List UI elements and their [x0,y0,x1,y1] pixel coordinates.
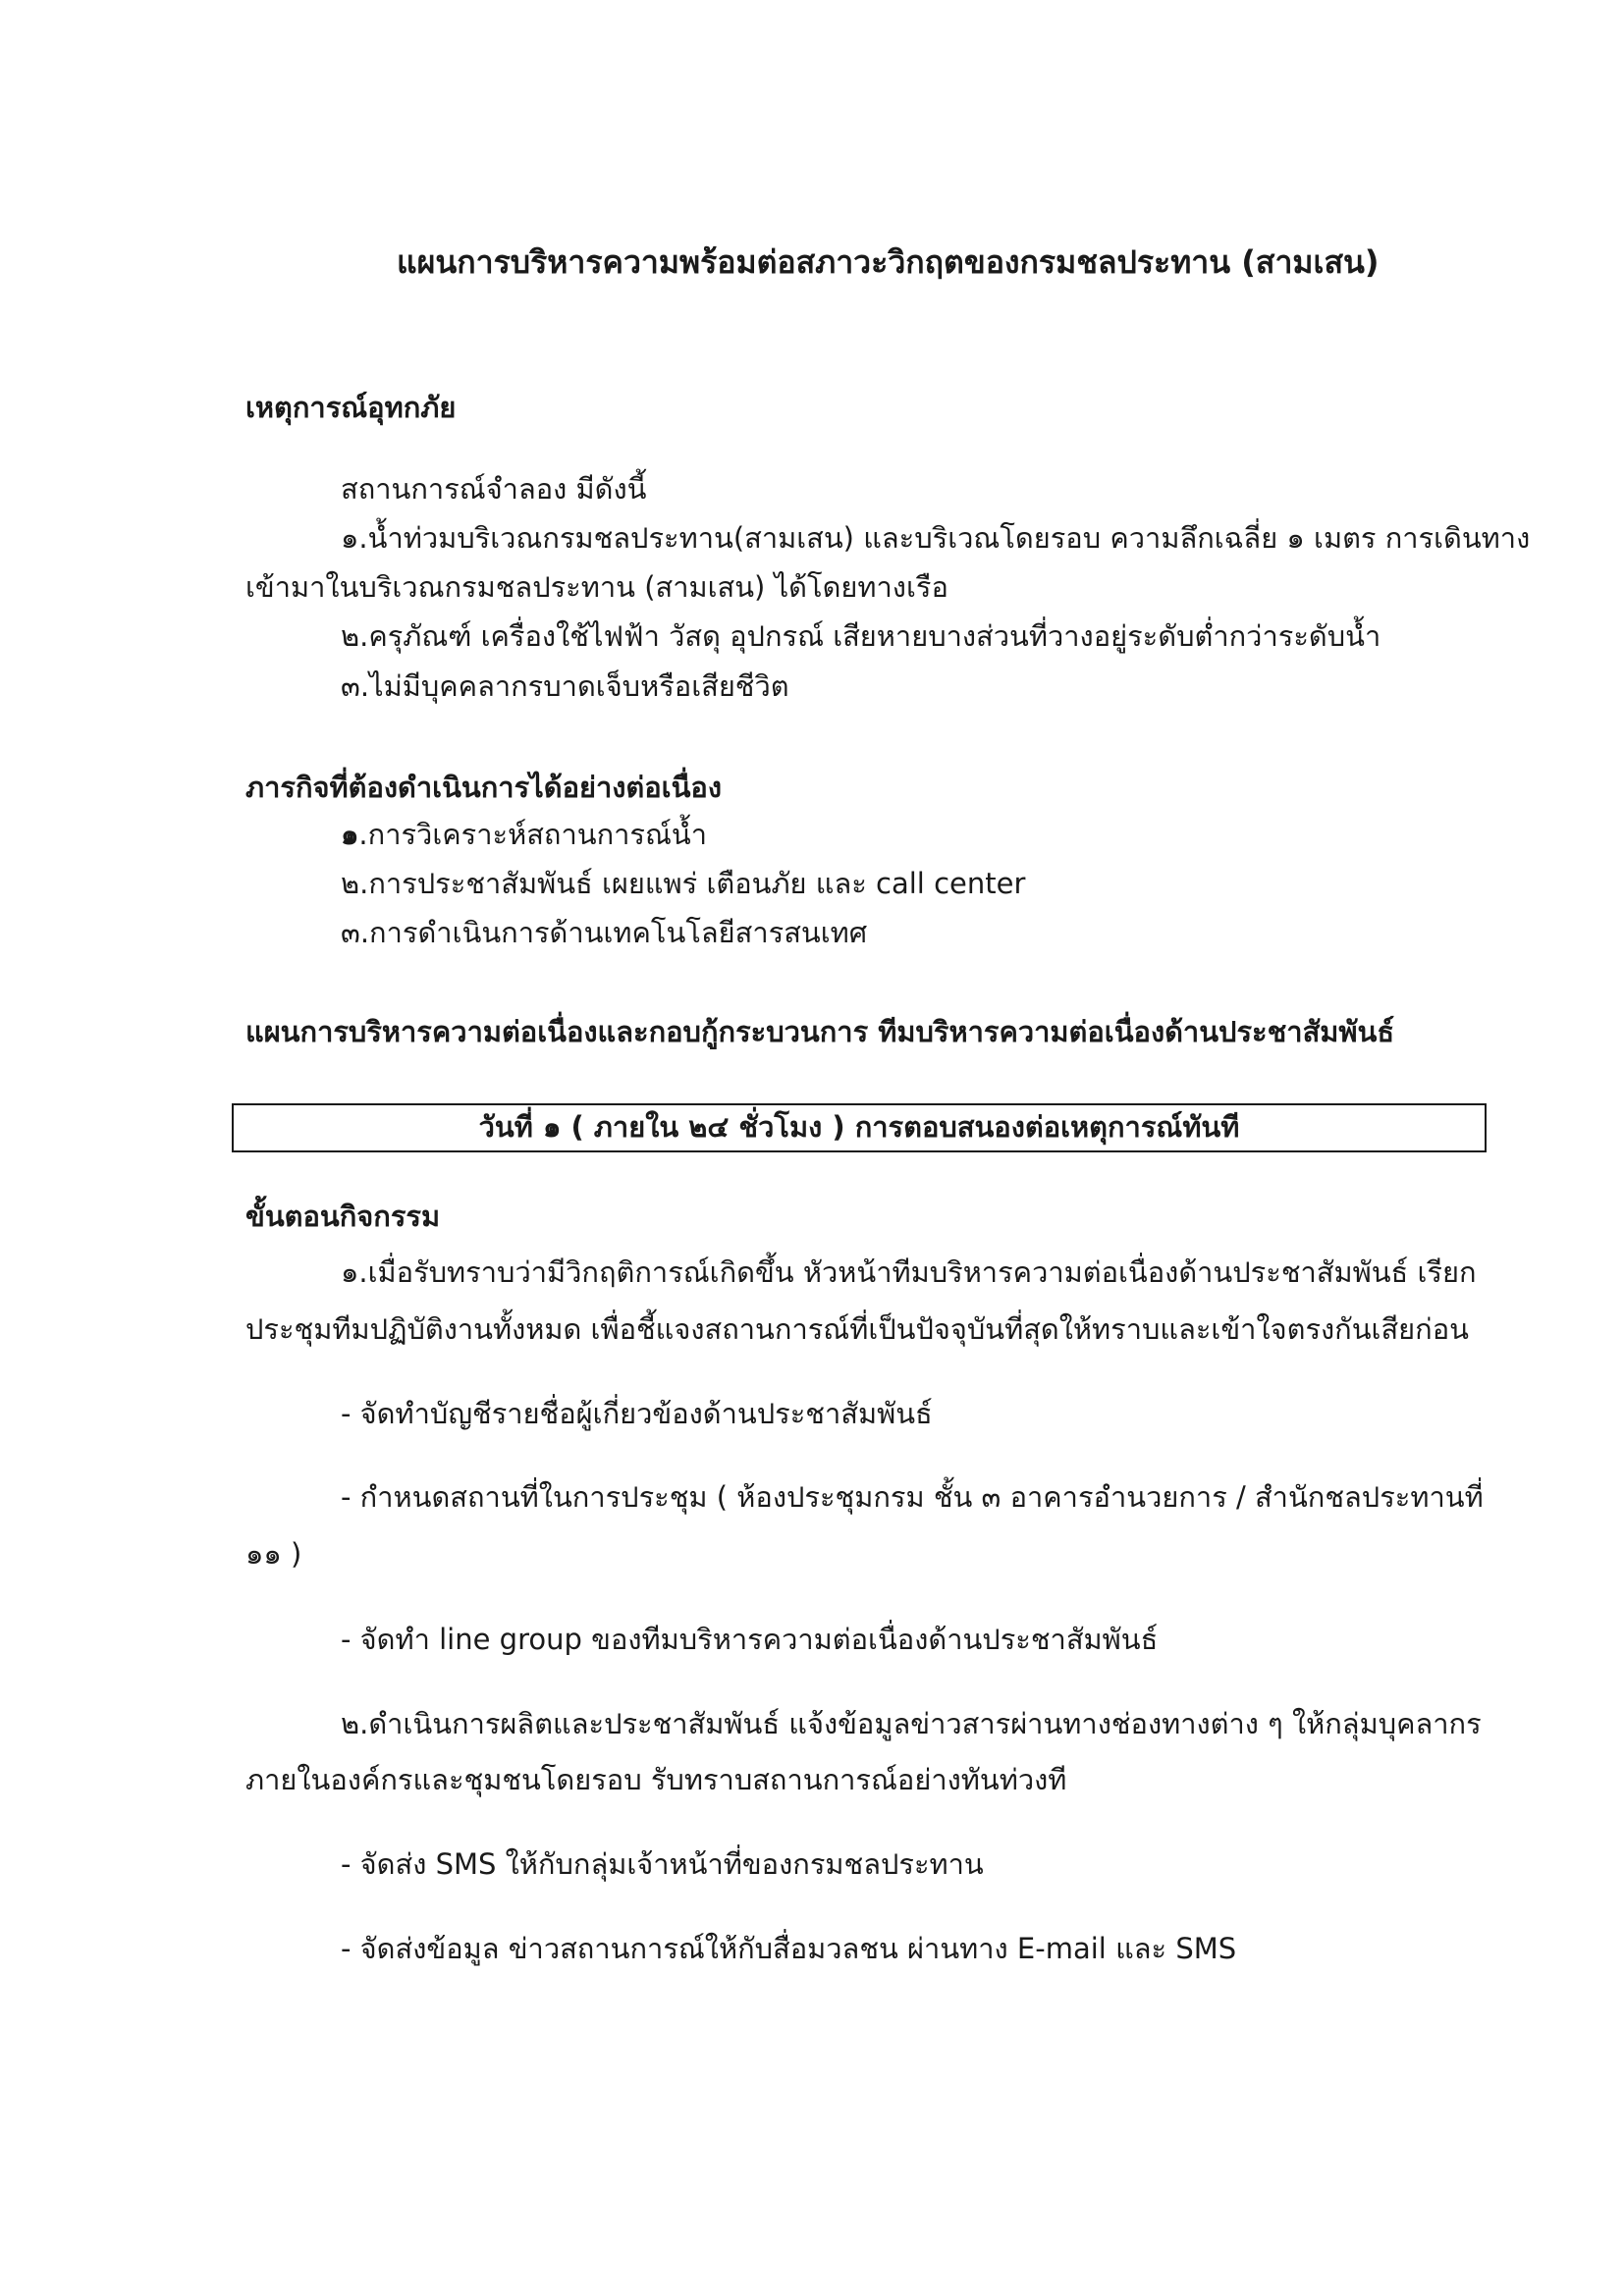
flood-intro: สถานการณ์จำลอง มีดังนี้ [341,472,647,506]
step-2-line-1: ๒.ดำเนินการผลิตและประชาสัมพันธ์ แจ้งข้อมูลข่าวสารผ่านทางช่องทางต่าง ๆ ให้กลุ่มบุคลากร [341,1707,1482,1740]
bullet-meeting-place-line-2: ๑๑ ) [245,1537,302,1571]
missions-item-2: ๒.การประชาสัมพันธ์ เผยแพร่ เตือนภัย และ call center [341,867,1026,900]
steps-heading: ขั้นตอนกิจกรรม [245,1200,441,1233]
missions-item-1-text: .การวิเคราะห์สถานการณ์น้ำ [358,818,708,851]
bullet-contact-list: - จัดทำบัญชีรายชื่อผู้เกี่ยวข้องด้านประชาสัมพันธ์ [341,1397,933,1430]
step-1-line-1: ๑.เมื่อรับทราบว่ามีวิกฤติการณ์เกิดขึ้น หัวหน้าทีมบริหารความต่อเนื่องด้านประชาสัมพันธ์ เรียก [341,1255,1477,1289]
flood-item-2: ๒.ครุภัณฑ์ เครื่องใช้ไฟฟ้า วัสดุ อุปกรณ์ เสียหายบางส่วนที่วางอยู่ระดับต่ำกว่าระดับน้ำ [341,619,1381,653]
flood-item-1-line-1: ๑.น้ำท่วมบริเวณกรมชลประทาน(สามเสน) และบริเวณโดยรอบ ความลึกเฉลี่ย ๑ เมตร การเดินทาง [341,521,1531,555]
day-one-box: วันที่ ๑ ( ภายใน ๒๔ ชั่วโมง ) การตอบสนองต่อเหตุการณ์ทันที [232,1103,1487,1152]
bullet-line-group: - จัดทำ line group ของทีมบริหารความต่อเนื่องด้านประชาสัมพันธ์ [341,1623,1159,1656]
bullet-sms-staff: - จัดส่ง SMS ให้กับกลุ่มเจ้าหน้าที่ของกรมชลประทาน [341,1847,984,1881]
missions-item-1-number: ๑ [341,818,359,851]
plan-heading: แผนการบริหารความต่อเนื่องและกอบกู้กระบวนการ ทีมบริหารความต่อเนื่องด้านประชาสัมพันธ์ [245,1015,1395,1048]
bullet-meeting-place-line-1: - กำหนดสถานที่ในการประชุม ( ห้องประชุมกรม ชั้น ๓ อาคารอำนวยการ / สำนักชลประทานที่ [341,1480,1484,1514]
flood-heading: เหตุการณ์อุทกภัย [245,391,457,424]
page-title: แผนการบริหารความพร้อมต่อสภาวะวิกฤตของกรมชลประทาน (สามเสน) [397,243,1380,281]
step-2-line-2: ภายในองค์กรและชุมชนโดยรอบ รับทราบสถานการณ์อย่างทันท่วงที [245,1763,1067,1796]
missions-item-3: ๓.การดำเนินการด้านเทคโนโลยีสารสนเทศ [341,916,868,949]
flood-item-3: ๓.ไม่มีบุคคลากรบาดเจ็บหรือเสียชีวิต [341,669,789,703]
missions-heading: ภารกิจที่ต้องดำเนินการได้อย่างต่อเนื่อง [245,771,722,804]
flood-item-1-line-2: เข้ามาในบริเวณกรมชลประทาน (สามเสน) ได้โดยทางเรือ [245,570,948,604]
step-1-line-2: ประชุมทีมปฏิบัติงานทั้งหมด เพื่อชี้แจงสถานการณ์ที่เป็นปัจจุบันที่สุดให้ทราบและเข้าใจตรงกันเสียก่อน [245,1312,1469,1346]
missions-item-1 [341,815,707,854]
bullet-media-email-sms: - จัดส่งข้อมูล ข่าวสถานการณ์ให้กับสื่อมวลชน ผ่านทาง E-mail และ SMS [341,1932,1237,1965]
